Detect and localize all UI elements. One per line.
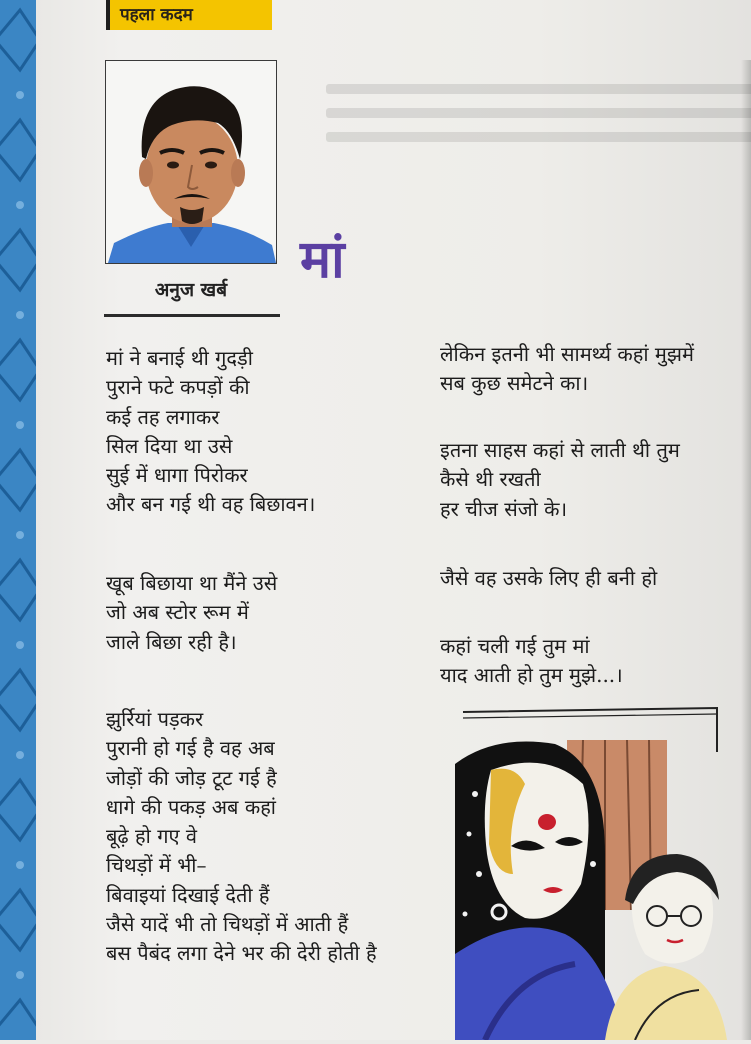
poem-line: खूब बिछाया था मैंने उसे	[106, 571, 278, 595]
poem-line: सुई में धागा पिरोकर	[106, 463, 248, 488]
poem-line: बिवाइयां दिखाई देती हैं	[106, 882, 270, 907]
stanza	[440, 564, 657, 593]
section-tag: पहला कदम	[106, 0, 272, 30]
poem-line: धागे की पकड़ अब कहां	[106, 794, 276, 819]
poem-line: बूढ़े हो गए वे	[106, 824, 197, 849]
poem-line: जैसे यादें भी तो चिथड़ों में आती हैं	[106, 912, 349, 937]
poem-line: इतना साहस कहां से लाती थी तुम	[440, 438, 680, 462]
stanza	[440, 632, 623, 691]
poem-line: हर चीज संजो के।	[440, 496, 568, 521]
poem-line: याद आती हो तुम मुझे...।	[440, 663, 623, 688]
poem-line: जैसे वह उसके लिए ही बनी हो	[440, 566, 658, 590]
poem-line: लेकिन इतनी भी सामर्थ्य कहां मुझमें	[440, 342, 694, 366]
poem-line: पुराने फटे कपड़ों की	[106, 375, 250, 400]
stanza	[106, 569, 277, 657]
poem-line: कई तह लगाकर	[106, 404, 220, 429]
poem-line: मां ने बनाई थी गुदड़ी	[106, 346, 253, 370]
fabric-background	[0, 0, 38, 1040]
poem-line: और बन गई थी वह बिछावन।	[106, 492, 316, 517]
author-portrait-image	[105, 60, 277, 264]
poem-line: चिथड़ों में भी–	[106, 853, 207, 878]
poem-line: कहां चली गई तुम मां	[440, 634, 590, 658]
poem-line: सब कुछ समेटने का।	[440, 371, 589, 396]
poem-line: जो अब स्टोर रूम में	[106, 600, 249, 625]
stanza	[440, 340, 694, 399]
stanza	[106, 705, 377, 969]
stanza	[106, 344, 315, 520]
stanza	[440, 436, 680, 524]
author-underline	[104, 314, 280, 317]
poem-line: जाले बिछा रही है।	[106, 629, 237, 654]
author-name: अनुज खर्ब	[154, 279, 228, 301]
bleed-through-text	[326, 70, 751, 180]
poem-line: कैसे थी रखती	[440, 467, 541, 492]
page-edge-shadow	[741, 60, 751, 1040]
poem-line: पुरानी हो गई है वह अब	[106, 736, 275, 761]
poem-line: सिल दिया था उसे	[106, 433, 233, 458]
poem-line: बस पैबंद लगा देने भर की देरी होती है	[106, 941, 377, 966]
poem-line: जोड़ों की जोड़ टूट गई है	[106, 765, 277, 790]
poem-title: मां	[300, 230, 346, 290]
mother-child-illustration	[455, 704, 735, 1040]
poem-line: झुर्रियां पड़कर	[106, 707, 204, 731]
